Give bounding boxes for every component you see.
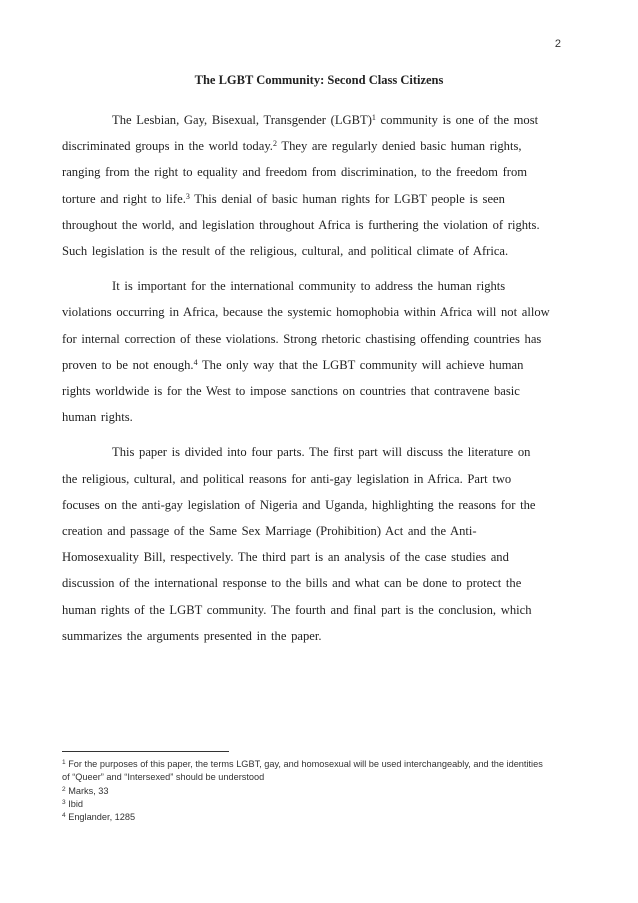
- document-title: The LGBT Community: Second Class Citizens: [194, 73, 444, 87]
- footnote-number: 3: [62, 798, 66, 806]
- footnote-number: 4: [62, 812, 66, 820]
- paragraph-1-text: The Lesbian, Gay, Bisexual, Transgender (LGBT): [112, 113, 372, 127]
- footnote-text: For the purposes of this paper, the terms LGBT, gay, and homosexual will be used interchangeably, and the identities of “Queer” and “Intersexed” should be understood: [62, 759, 543, 783]
- paragraph-2-text: It is important for the international community to address the human rights violations occurring in Africa, because the systemic homophobia within Africa will not allow for internal correction of these violations. Strong rhetoric chastising offending countries has proven to be not enough.: [62, 279, 550, 372]
- paragraph-1: [62, 107, 550, 264]
- footnote-text: Ibid: [68, 798, 84, 809]
- footnote-number: 2: [62, 785, 66, 793]
- footnote-ref-3: 3: [185, 191, 190, 201]
- footnote-3: [62, 798, 552, 811]
- body-text: [62, 107, 550, 658]
- footnote-text: Englander, 1285: [68, 812, 136, 823]
- paragraph-1-text: They are regularly denied basic human rights, ranging from the right to equality and freedom from discrimination, to the freedom from torture and right to life.: [62, 139, 528, 206]
- footnote-separator: [62, 751, 229, 752]
- paragraph-1-text: This denial of basic human rights for LGBT people is seen throughout the world, and legislation throughout Africa is furthering the violation of rights. Such legislation is the result of the religious, cultural, and political climate of Africa.: [62, 191, 540, 259]
- footnotes: [62, 758, 552, 824]
- footnote-number: 1: [62, 759, 66, 766]
- footnote-4: [62, 811, 552, 824]
- footnote-1: [62, 758, 552, 785]
- paragraph-2-text: The only way that the LGBT community will achieve human rights worldwide is for the West to impose sanctions on countries that contravene basic human rights.: [62, 357, 524, 425]
- footnote-ref-4: 4: [193, 357, 198, 367]
- page-number: 2: [554, 38, 561, 50]
- footnote-ref-1: 1: [371, 113, 376, 122]
- paragraph-3: This paper is divided into four parts. The first part will discuss the literature on the religious, cultural, and political reasons for anti-gay legislation in Africa. Part two focuses on the anti-gay legislation of Nigeria and Uganda, highlighting the reasons for the creation and passage of the Same Sex Marriage (Prohibition) Act and the Anti-Homosexuality Bill, respectively. The third part is an analysis of the case studies and discussion of the international response to the bills and what can be done to protect the human rights of the LGBT community. The fourth and final part is the conclusion, which summarizes the arguments presented in the paper.: [62, 445, 536, 643]
- footnote-2: [62, 785, 552, 798]
- footnote-text: Marks, 33: [68, 785, 109, 796]
- footnote-ref-2: 2: [272, 139, 277, 149]
- paragraph-2: [62, 273, 550, 430]
- paragraph-1-text: community is one of the most discriminated groups in the world today.: [62, 113, 539, 154]
